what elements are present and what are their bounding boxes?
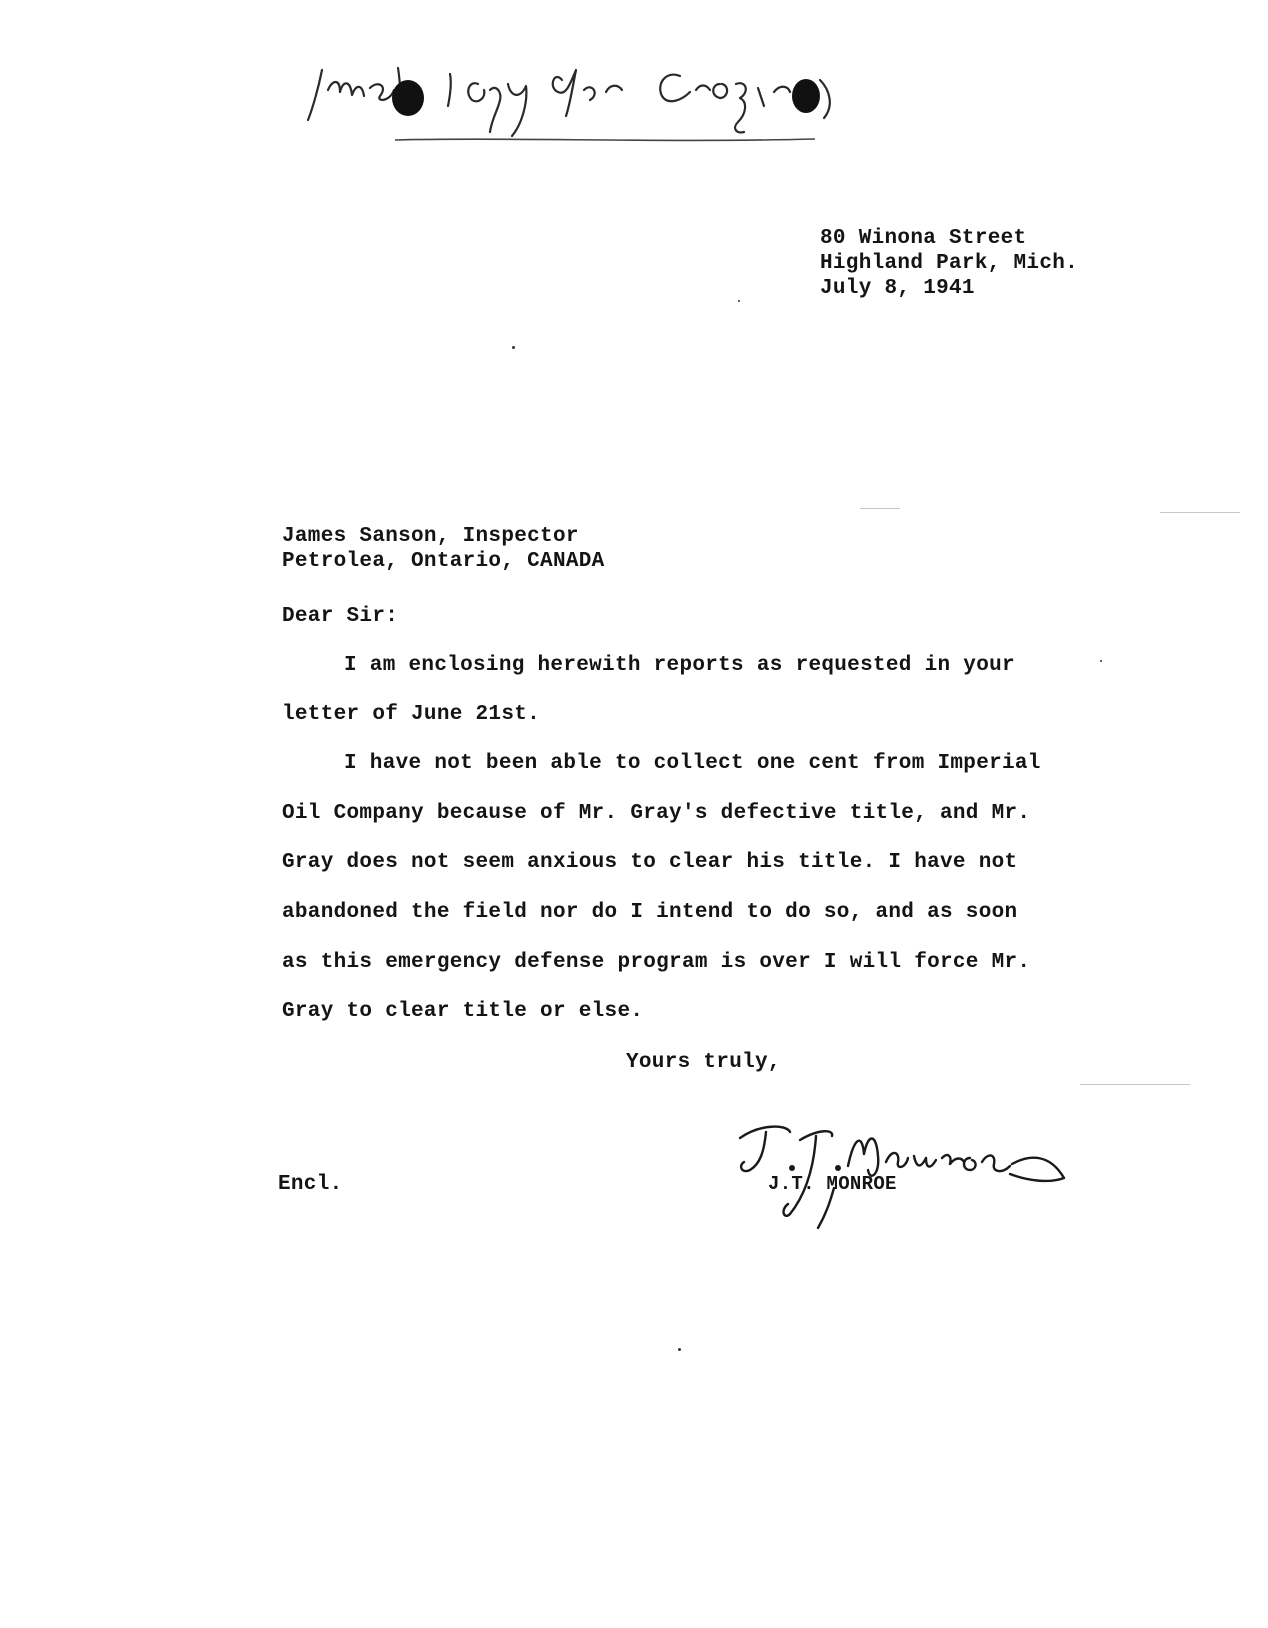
body-line: letter of June 21st. — [282, 703, 541, 726]
handwritten-signature — [730, 1118, 1070, 1238]
recipient-block — [282, 524, 605, 574]
note-underline — [395, 136, 815, 144]
scan-speck — [678, 1348, 681, 1351]
body-line: I have not been able to collect one cent from Imperial — [344, 752, 1041, 775]
body-line: I am enclosing herewith reports as requested in your — [344, 654, 1015, 677]
scan-artifact — [1080, 1084, 1190, 1085]
enclosure-note: Encl. — [278, 1173, 343, 1196]
recipient-name: James Sanson, Inspector — [282, 525, 579, 548]
recipient-location: Petrolea, Ontario, CANADA — [282, 550, 605, 573]
body-line: Oil Company because of Mr. Gray's defective title, and Mr. — [282, 802, 1031, 825]
sender-street: 80 Winona Street — [820, 227, 1027, 250]
typed-signature-name: J.T. MONROE — [768, 1173, 897, 1195]
body-line: as this emergency defense program is over I will force Mr. — [282, 951, 1031, 974]
scan-speck — [738, 300, 740, 302]
scan-artifact — [1160, 512, 1240, 513]
sender-address-block — [820, 226, 1078, 301]
body-line: abandoned the field nor do I intend to do so, and as soon — [282, 901, 1018, 924]
handwritten-note — [300, 40, 880, 150]
closing: Yours truly, — [626, 1051, 781, 1074]
sender-city: Highland Park, Mich. — [820, 252, 1079, 275]
salutation: Dear Sir: — [282, 605, 399, 628]
body-line: Gray to clear title or else. — [282, 1000, 644, 1023]
scan-artifact — [860, 508, 900, 509]
body-line: Gray does not seem anxious to clear his title. I have not — [282, 851, 1018, 874]
scan-speck — [512, 346, 515, 349]
letter-date: July 8, 1941 — [820, 277, 975, 300]
scan-speck — [1100, 660, 1102, 662]
